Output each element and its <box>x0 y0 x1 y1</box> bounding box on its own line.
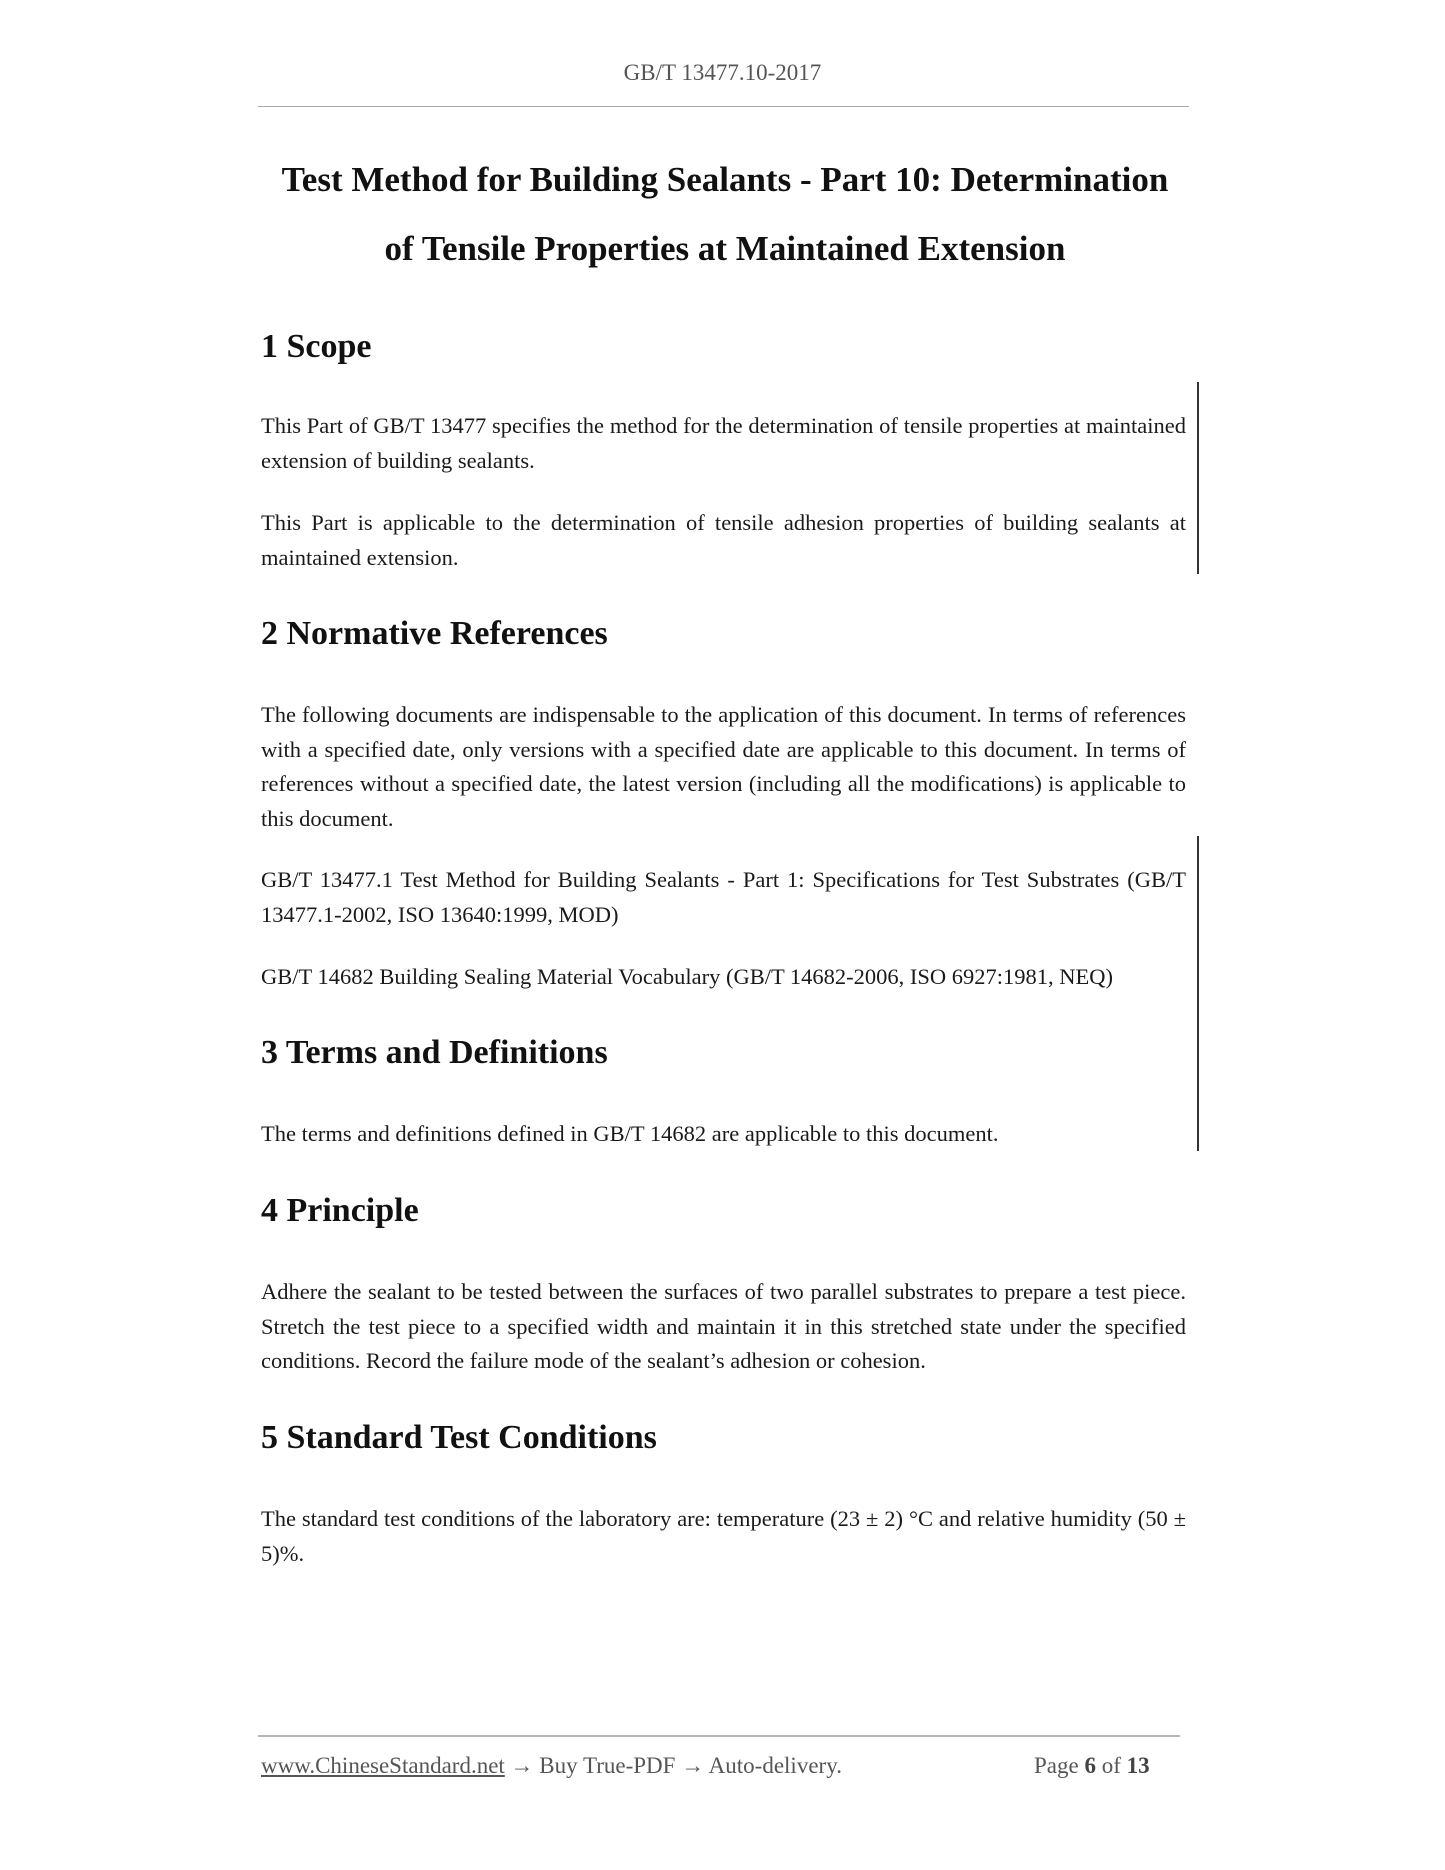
document-title-line1: Test Method for Building Sealants - Part 10: Determination <box>281 160 1169 199</box>
section-heading-normative-references: 2 Normative References <box>261 615 608 652</box>
of-label: of <box>1101 1753 1121 1778</box>
arrow-right-icon: → <box>510 1753 534 1778</box>
total-pages: 13 <box>1126 1753 1150 1778</box>
current-page: 6 <box>1084 1753 1096 1778</box>
change-bar <box>1197 382 1199 574</box>
section-heading-scope: 1 Scope <box>261 328 372 365</box>
paragraph: This Part of GB/T 13477 specifies the method for the determination of tensile properties at maintained extension of building sealants. <box>261 413 1186 473</box>
reference-item: GB/T 13477.1 Test Method for Building Sealants - Part 1: Specifications for Test Substrates (GB/T 13477.1-2002, ISO 13640:1999, MOD) <box>261 867 1186 927</box>
buy-text: Buy True-PDF <box>539 1753 676 1778</box>
paragraph: Adhere the sealant to be tested between the surfaces of two parallel substrates to prepare a test piece. Stretch the test piece to a specified width and maintain it in this stretched state under the specified conditions. Record the failure mode of the sealant’s adhesion or cohesion. <box>261 1279 1186 1374</box>
delivery-text: Auto-delivery. <box>708 1753 842 1778</box>
arrow-right-icon: → <box>681 1753 705 1778</box>
reference-item: GB/T 14682 Building Sealing Material Vocabulary (GB/T 14682-2006, ISO 6927:1981, NEQ) <box>261 964 1114 989</box>
page-number <box>1034 1753 1150 1779</box>
website-link[interactable]: www.ChineseStandard.net <box>261 1753 505 1778</box>
section-heading-test-conditions: 5 Standard Test Conditions <box>261 1419 657 1456</box>
change-bar <box>1197 836 1199 1151</box>
footer-promo <box>261 1753 842 1779</box>
page-label: Page <box>1034 1753 1079 1778</box>
paragraph: The terms and definitions defined in GB/T 14682 are applicable to this document. <box>261 1121 999 1146</box>
header-divider <box>258 106 1189 107</box>
paragraph: The following documents are indispensable to the application of this document. In terms of references with a specified date, only versions with a specified date are applicable to this document. In terms of references without a specified date, the latest version (including all the modifications) is applicable to this document. <box>261 702 1186 831</box>
section-heading-principle: 4 Principle <box>261 1192 419 1229</box>
section-heading-terms: 3 Terms and Definitions <box>261 1034 608 1071</box>
paragraph: The standard test conditions of the laboratory are: temperature (23 ± 2) °C and relative humidity (50 ± 5)%. <box>261 1506 1186 1566</box>
paragraph: This Part is applicable to the determination of tensile adhesion properties of building sealants at maintained extension. <box>261 510 1186 570</box>
footer-divider <box>258 1735 1180 1737</box>
running-header: GB/T 13477.10-2017 <box>623 60 822 85</box>
document-title-line2: of Tensile Properties at Maintained Extension <box>384 229 1066 268</box>
